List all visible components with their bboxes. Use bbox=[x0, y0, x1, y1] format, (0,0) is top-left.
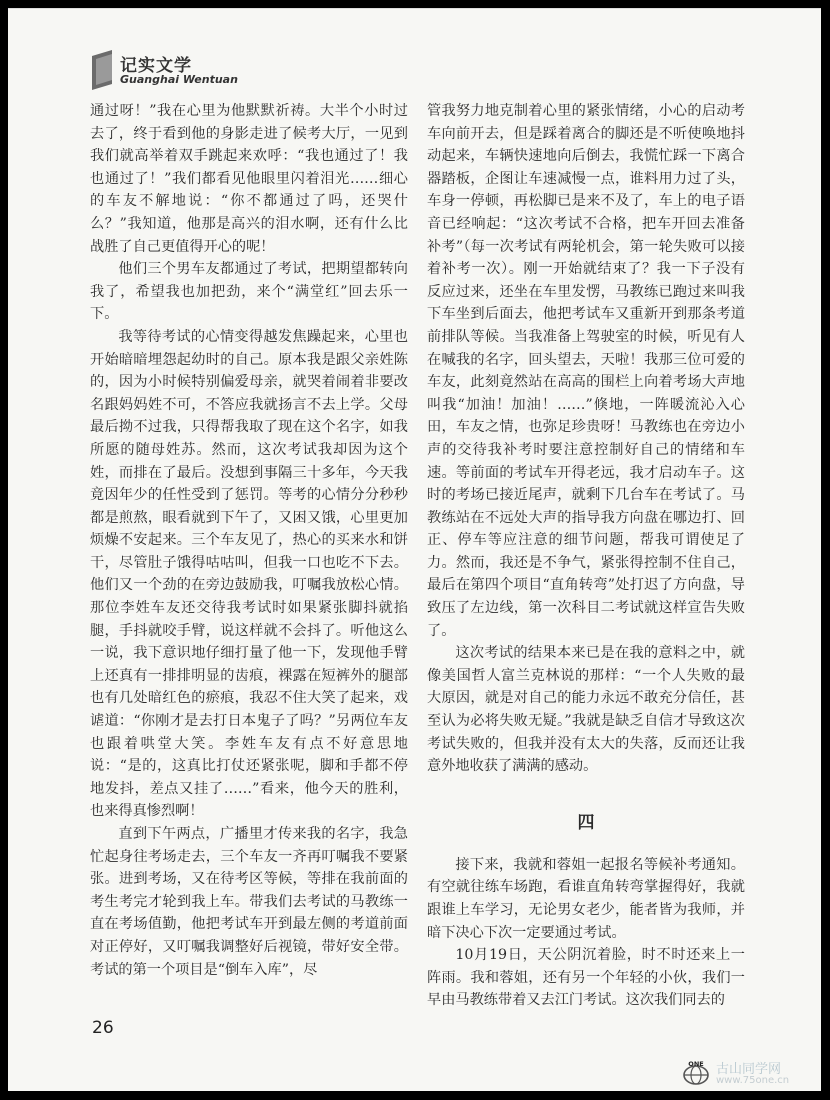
paragraph: 他们三个男车友都通过了考试，把期望都转向我了，希望我也加把劲，来个“满堂红”回去乐一下。 bbox=[90, 261, 408, 323]
paragraph: 接下来，我就和蓉姐一起报名等候补考通知。有空就往练车场跑，看谁直角转弯掌握得好，我就跟谁上车学习，无论男女老少，能者皆为我师，并暗下决心下次一定要通过考试。 bbox=[427, 856, 745, 941]
column-title: 记实文学 bbox=[120, 56, 192, 76]
page-number: 26 bbox=[92, 1018, 114, 1038]
left-text-column bbox=[90, 100, 408, 981]
column-subtitle: Guanghai Wentuan bbox=[120, 73, 238, 86]
page-edge bbox=[8, 8, 821, 9]
paragraph: 这次考试的结果本来已是在我的意料之中，就像美国哲人富兰克林说的那样：“一个人失败的最大原因，就是对自己的能力永远不敢充分信任，甚至认为必将失败无疑。”我就是缺乏自信才导致这次考试失败的，但我并没有太大的失落，反而还让我意外地收获了满满的感动。 bbox=[427, 645, 745, 775]
globe-icon bbox=[680, 1060, 712, 1086]
section-heading: 四 bbox=[577, 812, 595, 833]
paragraph: 10月19日，天公阴沉着脸，时不时还来上一阵雨。我和蓉姐，还有另一个年轻的小伙，我们一早由马教练带着又去江门考试。这次我们同去的 bbox=[427, 947, 745, 1009]
site-watermark bbox=[668, 1058, 821, 1090]
paragraph: 管我努力地克制着心里的紧张情绪，小心的启动考车向前开去，但是踩着离合的脚还是不听使唤地抖动起来，车辆快速地向后倒去，我慌忙踩一下离合器踏板，企图让车速减慢一点，谁料用力过了头，车身一停顿，再松脚已是来不及了，车上的电子语音已经响起：“这次考试不合格，把车开回去准备补考”（每一次考试有两轮机会，第一轮失败可以接着补考一次）。刚一开始就结束了？我一下子没有反应过来，还坐在车里发愣，马教练已跑过来叫我下车坐到后面去，他把考试车又重新开到那条考道前排队等候。当我准备上驾驶室的时候，听见有人在喊我的名字，回头望去，天啦！我那三位可爱的车友，此刻竟然站在高高的围栏上向着考场大声地叫我“加油！加油！……”倏地，一阵暖流沁入心田，车友之情，也弥足珍贵呀！马教练也在旁边小声的交待我补考时要注意控制好自己的情绪和车速。等前面的考试车开得老远，我才启动车子。这时的考场已接近尾声，就剩下几台车在考试了。马教练站在不远处大声的指导我方向盘在哪边打、回正、停车等应注意的细节问题，帮我可谓使足了力。然而，我还是不争气，紧张得控制不住自己，最后在第四个项目“直角转弯”处打迟了方向盘，导致压了左边线，第一次科目二考试就这样宣告失败了。 bbox=[427, 103, 745, 639]
right-text-column bbox=[427, 100, 745, 1012]
page-header bbox=[90, 48, 310, 92]
watermark-site-name: 古山同学网 bbox=[716, 1062, 782, 1077]
magazine-page bbox=[8, 8, 821, 1091]
paragraph: 我等待考试的心情变得越发焦躁起来，心里也开始暗暗埋怨起幼时的自己。原本我是跟父亲姓陈的，因为小时候特别偏爱母亲，就哭着闹着非要改名跟妈妈姓不可，不答应我就扬言不去上学。父母最后拗不过我，只得帮我取了现在这个名字，如我所愿的随母姓苏。然而，这次考试我却因为这个姓，而排在了最后。没想到事隔三十多年，今天我竟因年少的任性受到了惩罚。等考的心情分分秒秒都是煎熬，眼看就到下午了，又困又饿，心里更加烦燥不安起来。三个车友见了，热心的买来水和饼干，尽管肚子饿得咕咕叫，但我一口也吃不下去。他们又一个劲的在旁边鼓励我，叮嘱我放松心情。那位李姓车友还交待我考试时如果紧张脚抖就掐腿，手抖就咬手臂，说这样就不会抖了。听他这么一说，我下意识地仔细打量了他一下，发现他手臂上还真有一排排明显的齿痕，裸露在短裤外的腿部也有几处暗红色的瘀痕，我忍不住大笑了起来，戏谑道：“你刚才是去打日本鬼子了吗？”另两位车友也跟着哄堂大笑。李姓车友有点不好意思地说：“是的，这真比打仗还紧张呢，脚和手都不停地发抖，差点又挂了……”看来，他今天的胜利，也来得真惨烈啊！ bbox=[90, 328, 408, 820]
watermark-logo-text: ONE bbox=[688, 1060, 704, 1068]
watermark-url: www.75one.cn bbox=[716, 1075, 790, 1086]
paragraph: 通过呀！”我在心里为他默默祈祷。大半个小时过去了，终于看到他的身影走进了候考大厅，一见到我们就高举着双手跳起来欢呼：“我也通过了！我也通过了！”我们都看见他眼里闪着泪光……细心的车友不解地说：“你不都通过了吗，还哭什么？”我知道，他那是高兴的泪水啊，还有什么比战胜了自己更值得开心的呢！ bbox=[90, 103, 408, 255]
paragraph: 直到下午两点，广播里才传来我的名字，我急忙起身往考场走去，三个车友一齐再叮嘱我不要紧张。进到考场，又在待考区等候，等排在我前面的考生考完才轮到我上车。带我们去考试的马教练一直在考场值勤，他把考试车开到最左侧的考道前面对正停好，又叮嘱我调整好后视镜，带好安全带。考试的第一个项目是“倒车入库”，尽 bbox=[90, 826, 408, 978]
book-logo-icon bbox=[90, 50, 116, 90]
